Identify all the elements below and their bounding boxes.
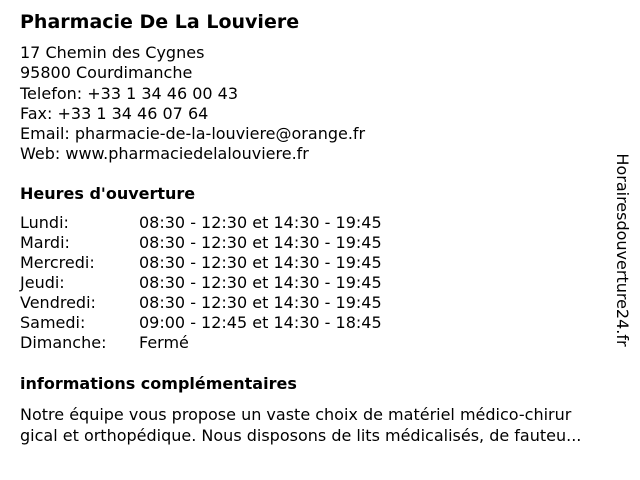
day-label: Vendredi: (20, 293, 96, 312)
day-hours: 08:30 - 12:30 et 14:30 - 19:45 (139, 233, 382, 252)
email-address: Email: pharmacie-de-la-louviere@orange.fr (20, 124, 366, 144)
address-street: 17 Chemin des Cygnes (20, 43, 205, 62)
contact-block (20, 43, 365, 165)
day-hours: 08:30 - 12:30 et 14:30 - 19:45 (139, 273, 382, 292)
day-label: Jeudi: (20, 273, 65, 292)
day-label: Samedi: (20, 313, 86, 332)
website-address: Web: www.pharmaciedelalouviere.fr (20, 144, 309, 164)
additional-info-heading: informations complémentaires (20, 374, 297, 393)
info-line-2: gical et orthopédique. Nous disposons de lits médicalisés, de fauteu... (20, 426, 582, 445)
site-watermark: Horairesdouverture24.fr (613, 153, 632, 347)
day-label: Lundi: (20, 213, 69, 232)
day-label: Dimanche: (20, 333, 107, 352)
info-line-1: Notre équipe vous propose un vaste choix de matériel médico-chirur (20, 405, 572, 424)
opening-hours-heading: Heures d'ouverture (20, 184, 196, 203)
day-hours: 08:30 - 12:30 et 14:30 - 19:45 (139, 253, 382, 272)
phone-number: Telefon: +33 1 34 46 00 43 (20, 83, 239, 103)
day-label: Mercredi: (20, 253, 95, 272)
day-hours: 09:00 - 12:45 et 14:30 - 18:45 (139, 313, 382, 332)
day-hours: 08:30 - 12:30 et 14:30 - 19:45 (139, 213, 382, 232)
day-hours: 08:30 - 12:30 et 14:30 - 19:45 (139, 293, 382, 312)
day-label: Mardi: (20, 233, 70, 252)
day-hours: Fermé (139, 333, 189, 352)
pharmacy-name: Pharmacie De La Louviere (20, 11, 300, 33)
address-city: 95800 Courdimanche (20, 63, 193, 83)
fax-number: Fax: +33 1 34 46 07 64 (20, 103, 209, 123)
additional-info-text (20, 404, 632, 446)
